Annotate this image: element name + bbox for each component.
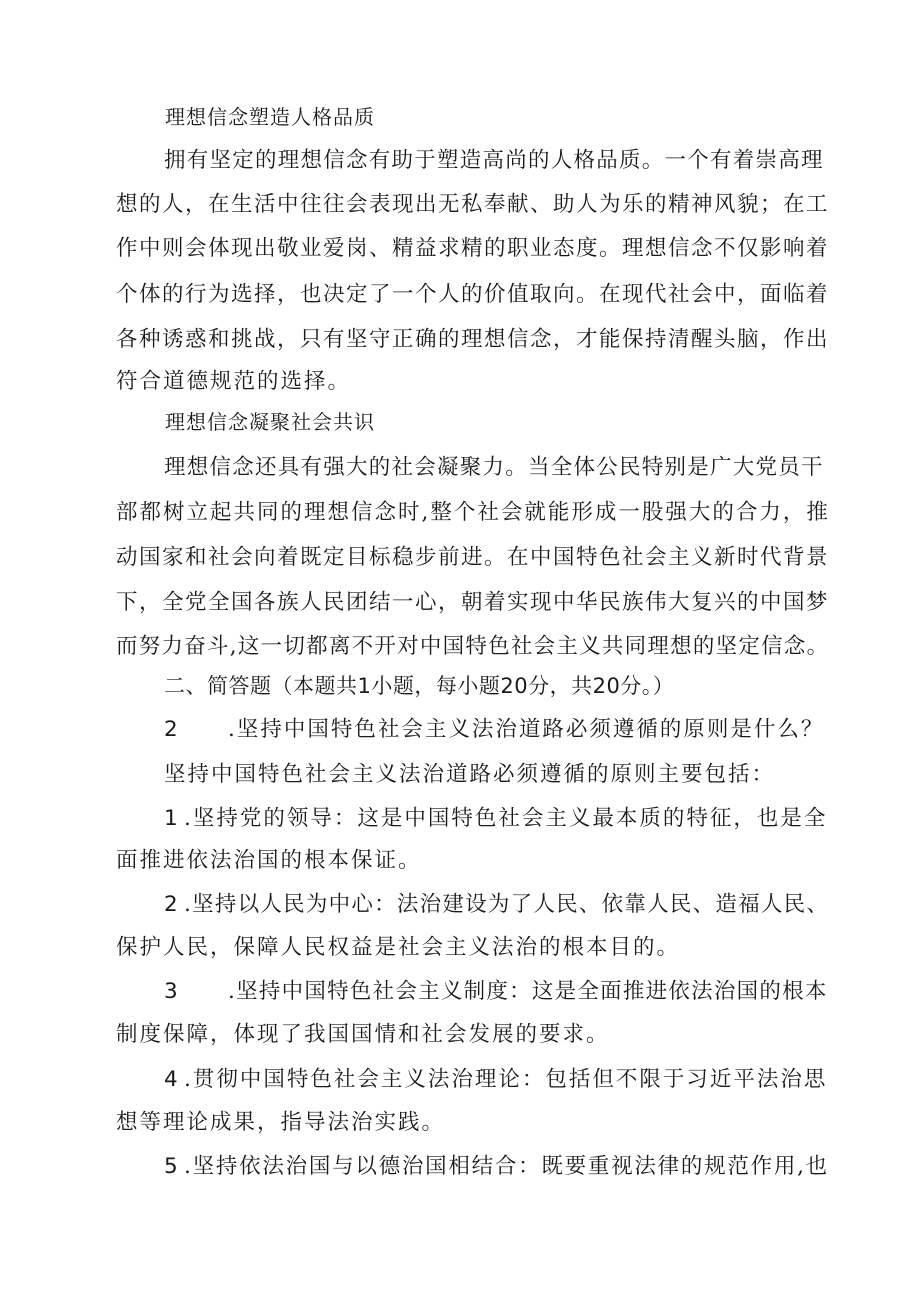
point-continuation: 面推进依法治国的根本保证。 <box>116 848 422 873</box>
part-two-title: 二、简答题（本题共1小题，每小题20分，共20分。） <box>164 674 675 698</box>
paragraph-line: 个体的行为选择，也决定了一个人的价值取向。在现代社会中，面临着 <box>116 282 830 307</box>
answer-intro: 坚持中国特色社会主义法治道路必须遵循的原则主要包括： <box>164 762 776 787</box>
paragraph-line: 下，全党全国各族人民团结一心，朝着实现中华民族伟大复兴的中国梦 <box>116 590 830 615</box>
section-heading: 理想信念凝聚社会共识 <box>165 410 375 434</box>
paragraph-line: 动国家和社会向着既定目标稳步前进。在中国特色社会主义新时代背景 <box>116 545 830 570</box>
paragraph-line: 部都树立起共同的理想信念时,整个社会就能形成一股强大的合力，推 <box>116 500 830 525</box>
paragraph-line: 想的人，在生活中往往会表现出无私奉献、助人为乐的精神风貌；在工 <box>116 192 830 217</box>
point-text: .坚持中国特色社会主义制度：这是全面推进依法治国的根本 <box>228 979 828 1004</box>
point-number: 3 <box>164 979 178 1004</box>
point-number: 4 <box>164 1067 178 1092</box>
point-number: 2 <box>164 892 178 917</box>
point-text: .贯彻中国特色社会主义法治理论：包括但不限于习近平法治思 <box>184 1067 828 1092</box>
paragraph-line: 符合道德规范的选择。 <box>116 369 352 394</box>
paragraph-line: 作中则会体现出敬业爱岗、精益求精的职业态度。理想信念不仅影响着 <box>116 236 830 261</box>
paragraph-line: 理想信念还具有强大的社会凝聚力。当全体公民特别是广大党员干 <box>164 455 824 480</box>
paragraph-line: 拥有坚定的理想信念有助于塑造高尚的人格品质。一个有着崇高理 <box>164 148 824 173</box>
paragraph-line: 而努力奋斗,这一切都离不开对中国特色社会主义共同理想的坚定信念。 <box>116 634 830 659</box>
section-heading: 理想信念塑造人格品质 <box>165 105 375 129</box>
point-text: .坚持党的领导：这是中国特色社会主义最本质的特征，也是全 <box>184 806 828 831</box>
point-continuation: 保护人民，保障人民权益是社会主义法治的根本目的。 <box>116 935 681 960</box>
answer-point <box>164 1142 829 1192</box>
point-text: .坚持以人民为中心：法治建设为了人民、依靠人民、造福人民、 <box>184 892 830 917</box>
point-continuation: 想等理论成果，指导法治实践。 <box>116 1110 446 1135</box>
question-number: 2 <box>164 717 178 742</box>
paragraph-line: 各种诱惑和挑战，只有坚守正确的理想信念，才能保持清醒头脑，作出 <box>116 327 830 352</box>
question-line <box>164 705 824 755</box>
question-text: .坚持中国特色社会主义法治道路必须遵循的原则是什么？ <box>228 717 825 742</box>
point-number: 5 <box>164 1154 178 1179</box>
point-number: 1 <box>164 806 178 831</box>
point-text: .坚持依法治国与以德治国相结合：既要重视法律的规范作用,也 <box>184 1154 829 1179</box>
point-continuation: 制度保障，体现了我国国情和社会发展的要求。 <box>116 1022 610 1047</box>
